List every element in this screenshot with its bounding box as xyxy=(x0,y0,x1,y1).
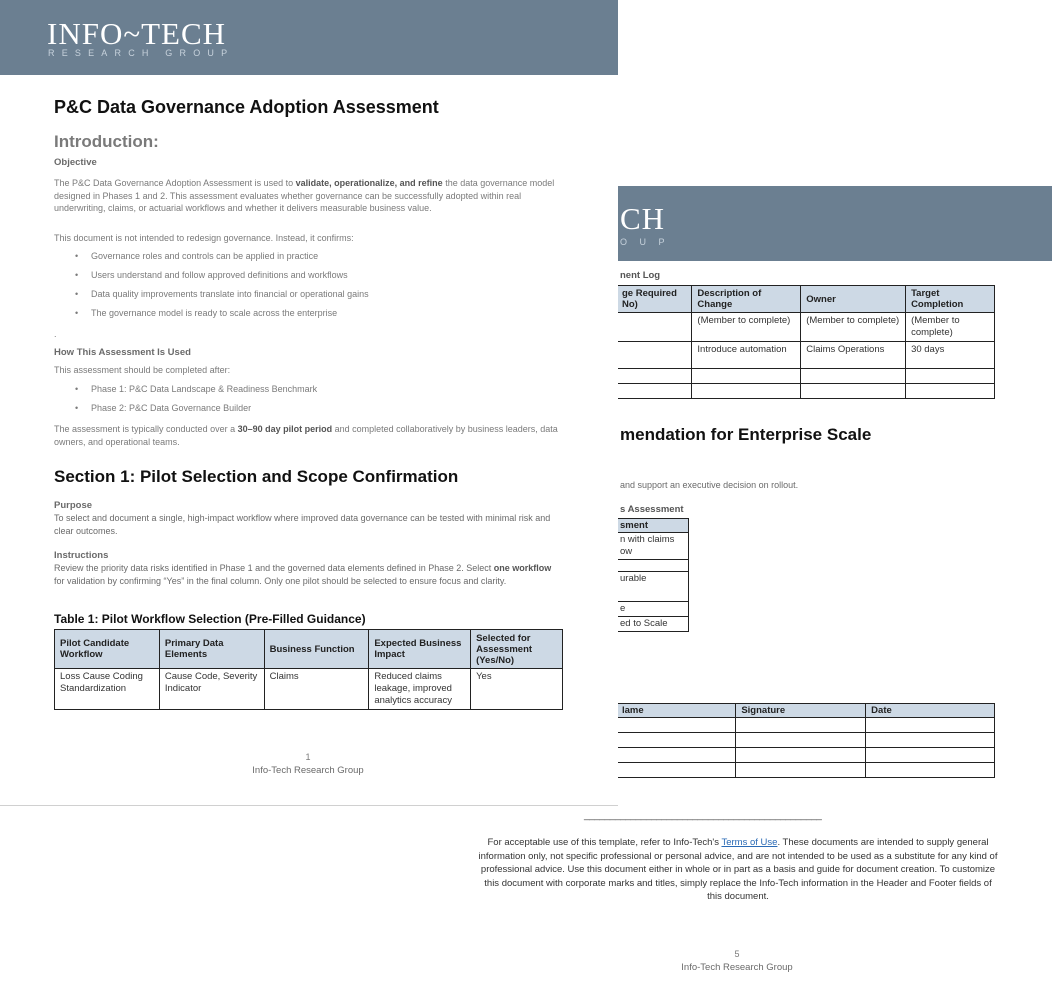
log-header: Target Completion xyxy=(906,286,995,313)
signoff-cell xyxy=(866,748,995,763)
log-header: Owner xyxy=(801,286,906,313)
assessment-cell: e xyxy=(617,602,689,617)
assessment-caption: s Assessment xyxy=(620,504,684,515)
instructions-text-2: for validation by confirming “Yes” in the final column. Only one pilot should be selected to ensure focus and clarity. xyxy=(54,575,507,586)
conducted-paragraph xyxy=(54,423,562,448)
objective-text-2: the data governance model designed in Phases 1 and 2. This assessment evaluates whether governance can be successfully adopted within real underwriting, claims, or actuarial workflows and whether it delivers measurable business value. xyxy=(54,178,555,213)
conducted-text-1: The assessment is typically conducted over a xyxy=(54,424,238,434)
log-cell xyxy=(906,369,995,384)
log-cell: (Member to complete) xyxy=(692,313,801,342)
signoff-cell xyxy=(617,733,736,748)
log-cell xyxy=(617,369,692,384)
signoff-header: Signature xyxy=(736,704,866,718)
page5-footer: Info-Tech Research Group xyxy=(681,962,793,973)
pilot-selection-table xyxy=(54,629,563,710)
log-cell xyxy=(617,384,692,399)
how-used-intro: This assessment should be completed after: xyxy=(54,365,231,375)
assessment-cell: n with claims ow xyxy=(617,533,689,560)
log-cell: (Member to complete) xyxy=(906,313,995,342)
instructions-paragraph xyxy=(54,562,560,587)
table-header: Primary Data Elements xyxy=(159,630,264,669)
signoff-cell xyxy=(736,718,866,733)
list-item: • Users understand and follow approved definitions and workflows xyxy=(75,270,348,280)
assessment-cell xyxy=(617,560,689,572)
signoff-cell xyxy=(617,718,736,733)
page1-footer: Info-Tech Research Group xyxy=(252,765,364,776)
page5-logo-sub-fragment: O U P xyxy=(620,237,670,247)
confirms-list xyxy=(54,251,566,327)
log-cell xyxy=(692,384,801,399)
signoff-cell xyxy=(617,748,736,763)
signoff-header: Date xyxy=(866,704,995,718)
info-tech-logo-sub: RESEARCH GROUP xyxy=(48,48,235,58)
signoff-cell xyxy=(866,763,995,778)
table-caption: Table 1: Pilot Workflow Selection (Pre-Filled Guidance) xyxy=(54,612,366,626)
signoff-cell xyxy=(866,733,995,748)
signoff-header: lame xyxy=(617,704,736,718)
table-header: Business Function xyxy=(264,630,369,669)
objective-text-1: The P&C Data Governance Adoption Assessment is used to xyxy=(54,178,296,188)
phases-list xyxy=(54,384,566,422)
list-item: • Data quality improvements translate into financial or operational gains xyxy=(75,289,369,299)
log-cell xyxy=(801,369,906,384)
table-header: Pilot Candidate Workflow xyxy=(55,630,160,669)
table-cell: Yes xyxy=(471,669,563,710)
list-item: • Phase 1: P&C Data Landscape & Readiness Benchmark xyxy=(75,384,318,394)
list-item-text: Phase 2: P&C Data Governance Builder xyxy=(91,403,252,413)
not-intended-text: This document is not intended to redesign governance. Instead, it confirms: xyxy=(54,233,354,243)
rollout-text: and support an executive decision on rollout. xyxy=(620,480,799,490)
page5-logo-fragment: CH xyxy=(620,201,666,236)
list-item-text: Data quality improvements translate into financial or operational gains xyxy=(91,289,369,299)
assessment-cell: ed to Scale xyxy=(617,617,689,632)
page-title: P&C Data Governance Adoption Assessment xyxy=(54,97,439,117)
log-cell xyxy=(617,342,692,369)
log-cell: Claims Operations xyxy=(801,342,906,369)
list-item-text: Governance roles and controls can be applied in practice xyxy=(91,251,319,261)
log-cell xyxy=(617,313,692,342)
disclaimer-part-2: . These documents are intended to supply general information only, not specific professional or personal advice, and are not intended to be used as a substitute for any kind of professional advice. Use this document either in whole or in part as a basis and guide for document creation. To customize this document with corporate marks and titles, simply replace the Info-Tech information in the Header and Footer fields of this document. xyxy=(478,837,998,902)
signoff-cell xyxy=(866,718,995,733)
assessment-cell: urable xyxy=(617,572,689,602)
list-item: • The governance model is ready to scale across the enterprise xyxy=(75,308,338,318)
list-item: • Governance roles and controls can be applied in practice xyxy=(75,251,319,261)
purpose-text: To select and document a single, high-impact workflow where improved data governance can be tested with minimal risk and clear outcomes. xyxy=(54,513,551,536)
instructions-heading: Instructions xyxy=(54,550,109,561)
objective-text-bold: validate, operationalize, and refine xyxy=(295,178,443,188)
purpose-heading: Purpose xyxy=(54,500,93,511)
list-item-text: Phase 1: P&C Data Landscape & Readiness Benchmark xyxy=(91,384,318,394)
instructions-text-1: Review the priority data risks identified in Phase 1 and the governed data elements defined in Phase 2. Select xyxy=(54,563,494,573)
log-cell xyxy=(692,369,801,384)
signoff-table xyxy=(617,703,995,778)
table-header: Selected for Assessment (Yes/No) xyxy=(471,630,563,669)
table-header: Expected Business Impact xyxy=(369,630,471,669)
table-row xyxy=(55,669,563,710)
table-cell: Reduced claims leakage, improved analytics accuracy xyxy=(369,669,471,710)
disclaimer-part-1: For acceptable use of this template, refer to Info-Tech's xyxy=(487,837,722,848)
objective-paragraph xyxy=(54,177,559,215)
log-cell: (Member to complete) xyxy=(801,313,906,342)
objective-heading: Objective xyxy=(54,157,97,168)
stray-period: . xyxy=(54,329,57,339)
signoff-cell xyxy=(736,733,866,748)
table-cell: Cause Code, Severity Indicator xyxy=(159,669,264,710)
assessment-table xyxy=(617,518,689,632)
terms-of-use-link[interactable]: Terms of Use xyxy=(721,837,778,848)
disclaimer-text xyxy=(476,836,1000,904)
section1-heading: Section 1: Pilot Selection and Scope Confirmation xyxy=(54,467,459,486)
conducted-text-2: and completed collaboratively by business leaders, data owners, and operational teams. xyxy=(54,424,558,447)
page5-header-bar xyxy=(618,186,1052,261)
assessment-header: sment xyxy=(617,519,689,533)
log-cell xyxy=(801,384,906,399)
table-cell: Claims xyxy=(264,669,369,710)
recommendation-heading: mendation for Enterprise Scale xyxy=(620,425,872,444)
how-used-heading: How This Assessment Is Used xyxy=(54,347,191,358)
list-item-text: Users understand and follow approved definitions and workflows xyxy=(91,270,348,280)
list-item-text: The governance model is ready to scale across the enterprise xyxy=(91,308,338,318)
instructions-text-bold: one workflow xyxy=(493,563,552,573)
info-tech-logo: INFO~TECH xyxy=(47,16,227,51)
log-cell: Introduce automation xyxy=(692,342,801,369)
disclaimer-underline: ______________________________________________ xyxy=(584,810,822,821)
log-header: ge Required No) xyxy=(617,286,692,313)
page1-number: 1 xyxy=(305,752,311,762)
change-log-caption: nent Log xyxy=(620,270,661,281)
table-cell: Loss Cause Coding Standardization xyxy=(55,669,160,710)
change-log-table xyxy=(617,285,995,399)
introduction-heading: Introduction: xyxy=(54,132,159,151)
log-cell xyxy=(906,384,995,399)
conducted-text-bold: 30–90 day pilot period xyxy=(237,424,333,434)
signoff-cell xyxy=(736,763,866,778)
signoff-cell xyxy=(617,763,736,778)
log-cell: 30 days xyxy=(906,342,995,369)
signoff-cell xyxy=(736,748,866,763)
list-item: • Phase 2: P&C Data Governance Builder xyxy=(75,403,252,413)
log-header: Description of Change xyxy=(692,286,801,313)
page1-bottom-edge xyxy=(0,805,618,806)
page5-number: 5 xyxy=(734,949,740,959)
